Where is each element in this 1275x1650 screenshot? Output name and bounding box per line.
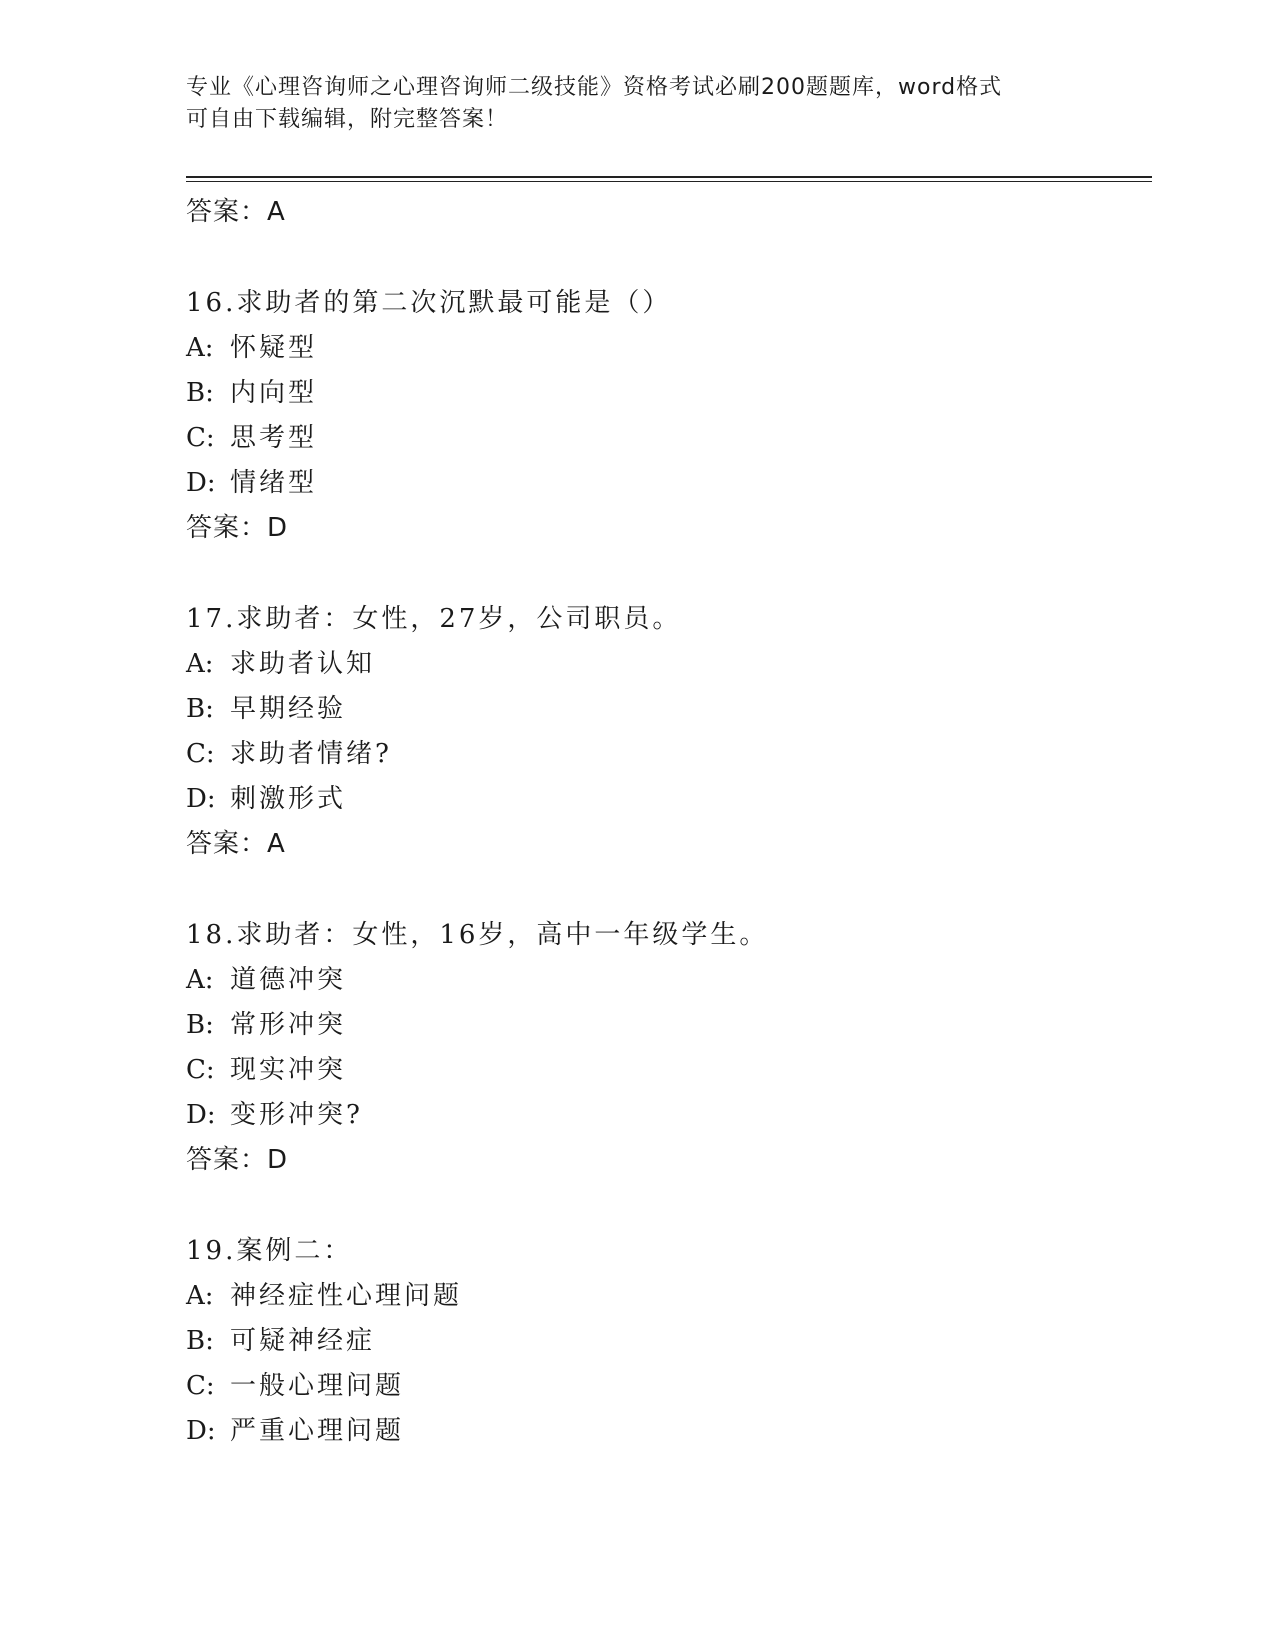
option-text: 现实冲突: [230, 1055, 347, 1085]
option-letter: B:: [186, 694, 214, 724]
option-text: 思考型: [230, 423, 318, 453]
option-a: [186, 326, 1152, 371]
option-text: 求助者情绪?: [230, 739, 392, 769]
question-block: [186, 281, 1152, 551]
option-c: [186, 416, 1152, 461]
option-text: 神经症性心理问题: [230, 1281, 463, 1311]
option-text: 刺激形式: [230, 784, 347, 814]
option-d: [186, 461, 1152, 506]
answer-line: 答案：A: [186, 829, 286, 859]
option-a: [186, 642, 1152, 687]
question-block: [186, 1229, 1152, 1454]
option-letter: A:: [186, 333, 214, 363]
spacer: [186, 1183, 1152, 1229]
option-text: 一般心理问题: [230, 1371, 405, 1401]
option-letter: B:: [186, 1010, 214, 1040]
answer-line: 答案：D: [186, 513, 289, 543]
option-c: [186, 1364, 1152, 1409]
option-letter: A:: [186, 1281, 214, 1311]
question-list: [186, 190, 1152, 1454]
option-text: 道德冲突: [230, 965, 347, 995]
option-d: [186, 1093, 1152, 1138]
option-letter: D:: [186, 1100, 216, 1130]
option-a: [186, 958, 1152, 1003]
option-d: [186, 1409, 1152, 1454]
spacer: [186, 551, 1152, 597]
option-text: 可疑神经症: [230, 1326, 376, 1356]
option-letter: D:: [186, 1416, 216, 1446]
question-block: [186, 913, 1152, 1183]
option-text: 早期经验: [230, 694, 347, 724]
question-block: [186, 597, 1152, 867]
header-rule-thick: [186, 176, 1152, 178]
option-letter: C:: [186, 423, 215, 453]
option-b: [186, 371, 1152, 416]
question-stem: 18.求助者：女性，16岁，高中一年级学生。: [186, 920, 769, 950]
option-a: [186, 1274, 1152, 1319]
header-line-2: 可自由下载编辑，附完整答案！: [186, 107, 509, 132]
option-letter: B:: [186, 378, 214, 408]
option-letter: D:: [186, 468, 216, 498]
document-header: [186, 72, 1086, 136]
option-text: 严重心理问题: [230, 1416, 405, 1446]
header-line-1: 专业《心理咨询师之心理咨询师二级技能》资格考试必刷200题题库，word格式: [186, 75, 1003, 100]
option-text: 内向型: [230, 378, 318, 408]
option-c: [186, 732, 1152, 777]
answer-line: 答案：D: [186, 1145, 289, 1175]
option-text: 常形冲突: [230, 1010, 347, 1040]
spacer: [186, 867, 1152, 913]
option-letter: A:: [186, 649, 214, 679]
option-text: 求助者认知: [230, 649, 376, 679]
answer-line: 答案：A: [186, 197, 286, 227]
option-letter: C:: [186, 1371, 215, 1401]
option-letter: A:: [186, 965, 214, 995]
option-letter: B:: [186, 1326, 214, 1356]
option-text: 情绪型: [230, 468, 318, 498]
question-stem: 16.求助者的第二次沉默最可能是（）: [186, 288, 672, 318]
option-c: [186, 1048, 1152, 1093]
option-letter: C:: [186, 1055, 215, 1085]
option-letter: C:: [186, 739, 215, 769]
option-b: [186, 1003, 1152, 1048]
spacer: [186, 235, 1152, 281]
option-d: [186, 777, 1152, 822]
question-stem: 19.案例二：: [186, 1236, 353, 1266]
question-stem: 17.求助者：女性，27岁，公司职员。: [186, 604, 682, 634]
option-b: [186, 1319, 1152, 1364]
option-letter: D:: [186, 784, 216, 814]
option-text: 怀疑型: [230, 333, 318, 363]
header-rule-thin: [186, 181, 1152, 182]
option-text: 变形冲突?: [230, 1100, 363, 1130]
option-b: [186, 687, 1152, 732]
